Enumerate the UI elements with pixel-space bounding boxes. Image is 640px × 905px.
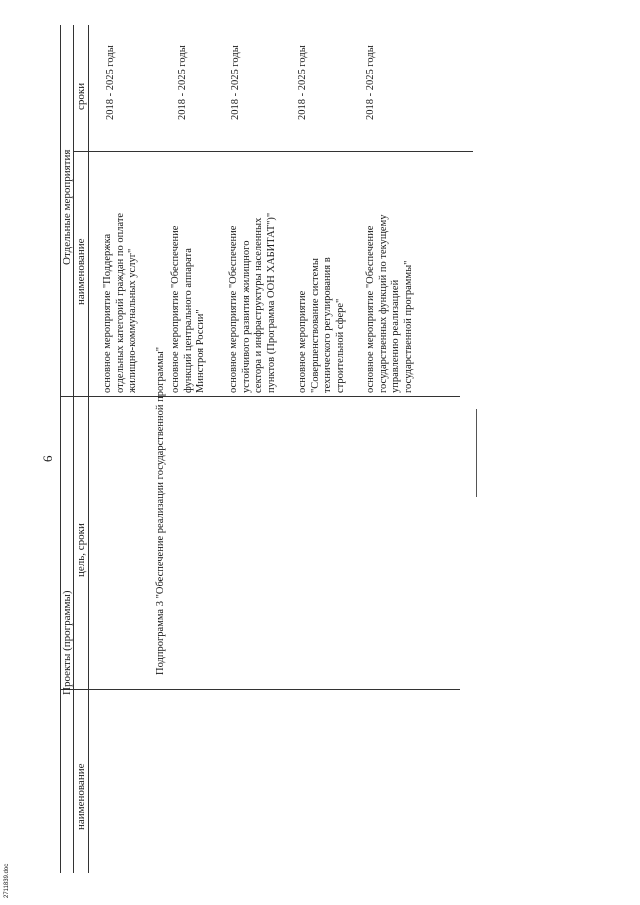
event-term-cell: 2018 - 2025 годы xyxy=(105,45,116,120)
event-name-cell: основное мероприятие "Обеспечение устойчивого развития жилищного сектора и инфраструктуры населенных пунктов (Программа ООН ХАБИТАТ")" xyxy=(228,212,277,393)
event-name-cell: основное мероприятие "Обеспечение государственных функций по текущему управлению реализацией государственной программы" xyxy=(365,214,414,393)
event-name-cell: основное мероприятие "Поддержка отдельных категорий граждан по оплате жилищно-коммунальных услуг" xyxy=(102,212,138,393)
header-projects-group: Проекты (программы) xyxy=(61,590,73,695)
event-term-cell: 2018 - 2025 годы xyxy=(297,45,308,120)
subprogram-title: Подпрограмма 3 "Обеспечение реализации государственной программы" xyxy=(155,346,166,675)
closing-line xyxy=(476,409,477,497)
event-name-cell: основное мероприятие "Обеспечение функций центрального аппарата Минстроя России" xyxy=(170,225,206,393)
event-term-cell: 2018 - 2025 годы xyxy=(177,45,188,120)
header-bottom-border xyxy=(88,25,89,873)
header-event-terms: сроки xyxy=(75,82,87,110)
column-divider-groups xyxy=(60,396,460,397)
page-number: 6 xyxy=(40,455,55,462)
footer-filename: 2711839.doc xyxy=(4,863,10,898)
header-goal-terms: цель, сроки xyxy=(75,523,87,577)
header-group-divider xyxy=(73,25,74,873)
event-term-cell: 2018 - 2025 годы xyxy=(230,45,241,120)
event-name-cell: основное мероприятие "Совершенствование системы технического регулирования в строительной сфере" xyxy=(297,257,346,393)
header-events-group: Отдельные мероприятия xyxy=(61,149,73,265)
event-term-cell: 2018 - 2025 годы xyxy=(365,45,376,120)
header-project-name: наименование xyxy=(75,763,87,830)
header-event-name: наименование xyxy=(75,238,87,305)
column-divider-projects xyxy=(60,689,460,690)
